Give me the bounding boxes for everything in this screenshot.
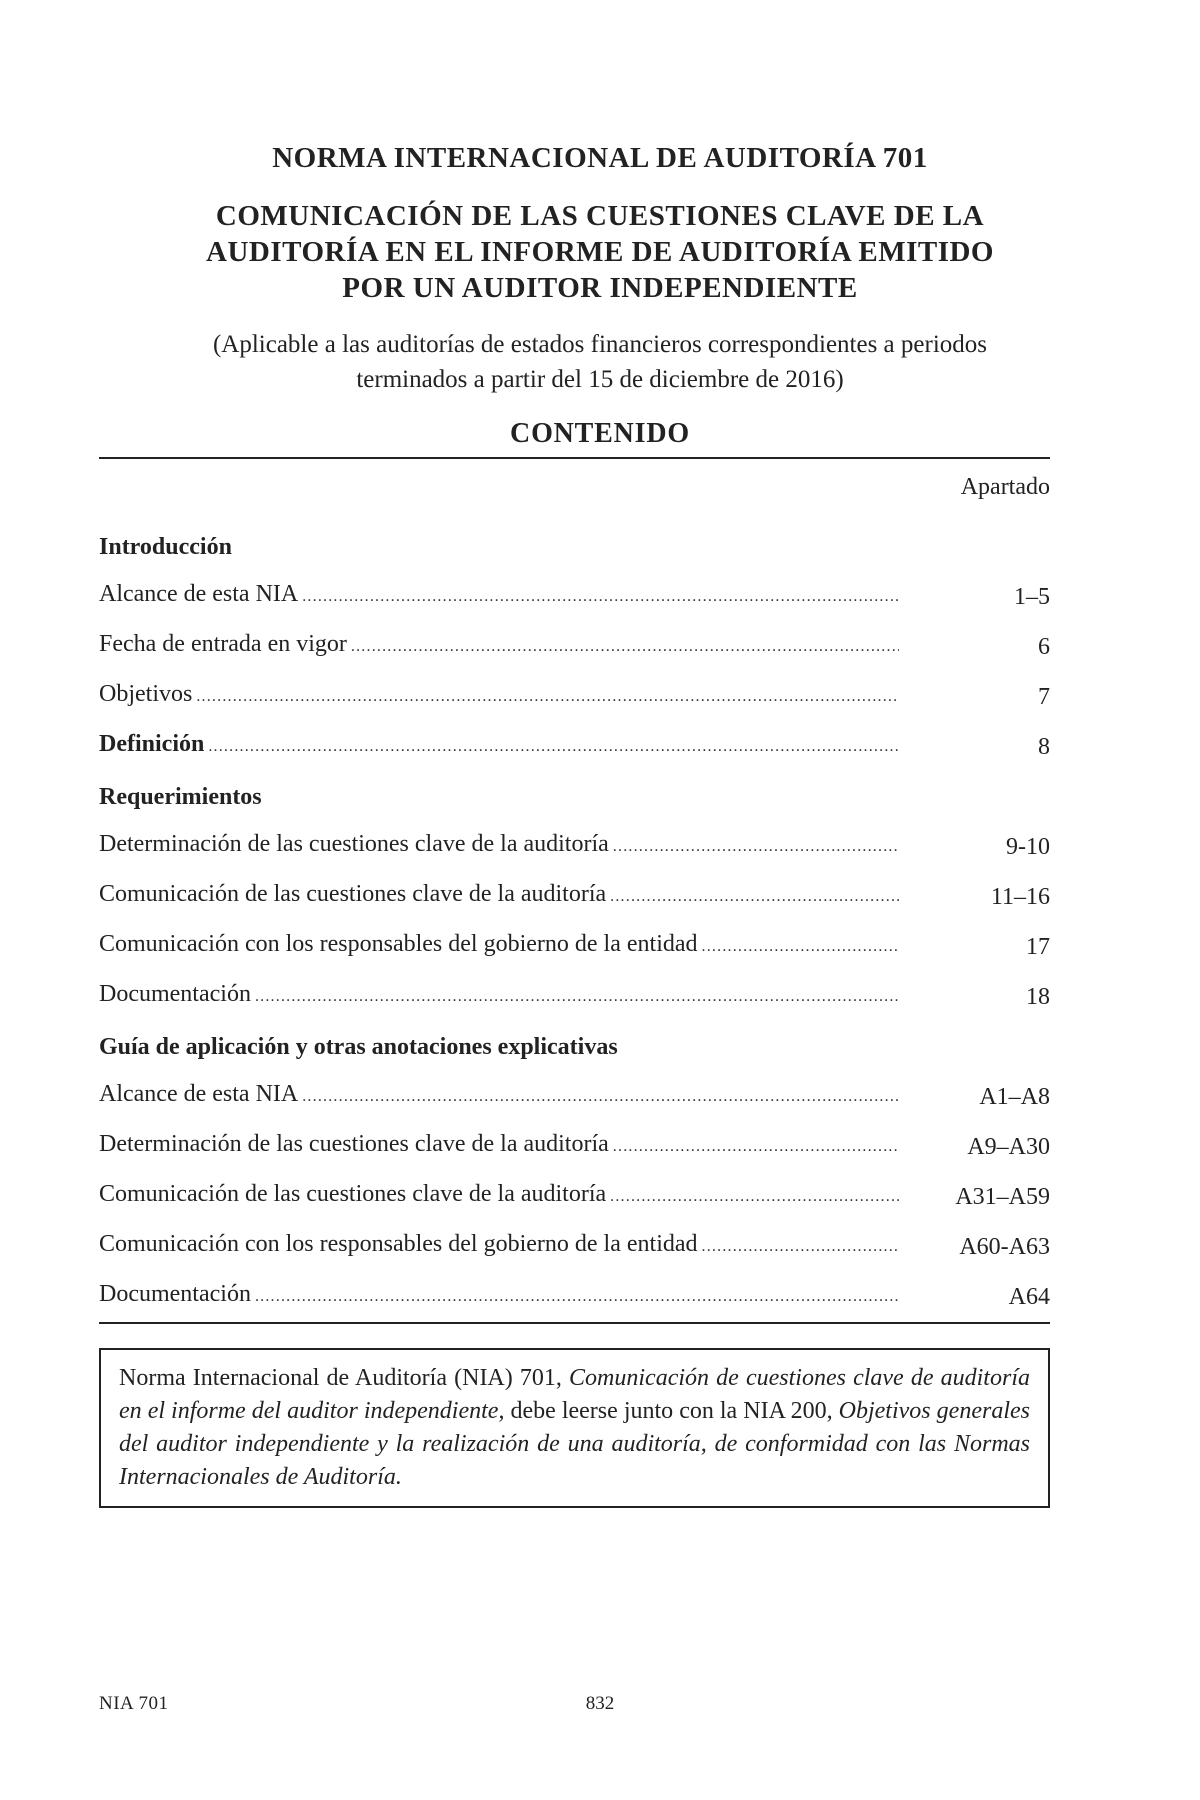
toc-paragraph-ref: 9-10 [1006,834,1050,860]
toc-dot-leader [613,832,899,862]
footer-standard-code: NIA 701 [99,1693,169,1714]
toc-entry[interactable] [99,1062,1050,1112]
toc-entry-label: Determinación de las cuestiones clave de la auditoría [99,831,609,857]
toc-entry[interactable] [99,1262,1050,1312]
toc-entry[interactable] [99,812,1050,862]
toc-entry-title [99,1179,899,1212]
toc-dot-leader [613,1132,899,1162]
toc-entry-title [99,1279,899,1312]
toc-entry-title [99,1129,899,1162]
toc-entry[interactable] [99,1162,1050,1212]
standard-title: NORMA INTERNACIONAL DE AUDITORÍA 701 [272,142,928,174]
applicability-note [0,327,1200,397]
toc-entry-title [99,879,899,912]
toc-entry[interactable] [99,862,1050,912]
toc-paragraph-ref: 11–16 [990,884,1050,910]
toc-dot-leader [302,582,899,612]
toc-entry[interactable] [99,562,1050,612]
note-title-italic: Objetivos generales del auditor independiente y la realización de una auditoría, de conformidad con las Normas Internacionales de Auditoría. [119,1398,1030,1490]
toc-paragraph-ref: A60-A63 [959,1234,1050,1260]
toc-entry[interactable] [99,712,1050,762]
toc-entry-title [99,1229,899,1262]
toc-dot-leader [208,732,899,762]
paragraph-column-label: Apartado [960,474,1050,500]
toc-entry-label: Definición [99,731,205,757]
toc-entry-label: Fecha de entrada en vigor [99,631,347,657]
toc-paragraph-ref: 8 [1038,734,1050,760]
reading-note-box [99,1348,1050,1508]
toc-entry-label: Alcance de esta NIA [99,581,299,607]
toc-entry-label: Comunicación de las cuestiones clave de la auditoría [99,881,607,907]
toc-paragraph-ref: 1–5 [1014,584,1050,610]
contents-top-rule [99,457,1050,459]
toc-dot-leader [610,1182,899,1212]
toc-entry-label: Comunicación de las cuestiones clave de la auditoría [99,1181,607,1207]
toc-dot-leader [302,1082,899,1112]
contents-bottom-rule [99,1322,1050,1324]
toc-entry[interactable] [99,662,1050,712]
toc-entry[interactable] [99,1112,1050,1162]
toc-entry[interactable] [99,1212,1050,1262]
toc-dot-leader [196,682,899,712]
toc-entry-title [99,679,899,712]
toc-paragraph-ref: A31–A59 [955,1184,1050,1210]
toc-entry[interactable] [99,912,1050,962]
toc-entry-label: Objetivos [99,681,193,707]
page-number: 832 [585,1693,615,1714]
toc-paragraph-ref: 7 [1038,684,1050,710]
subtitle-line: COMUNICACIÓN DE LAS CUESTIONES CLAVE DE LA [215,200,985,232]
toc-dot-leader [255,1282,899,1312]
table-of-contents [99,512,1050,1312]
toc-paragraph-ref: 17 [1026,934,1050,960]
toc-paragraph-ref: A64 [1008,1284,1050,1310]
toc-entry-title [99,829,899,862]
toc-section-heading: Guía de aplicación y otras anotaciones explicativas [99,1034,618,1060]
toc-dot-leader [702,1232,899,1262]
note-text: debe leerse junto con la NIA 200, [504,1398,839,1424]
toc-entry-label: Determinación de las cuestiones clave de la auditoría [99,1131,609,1157]
toc-entry-label: Documentación [99,1281,251,1307]
applicability-line: (Aplicable a las auditorías de estados financieros correspondientes a periodos [212,331,988,358]
toc-entry-title [99,629,899,662]
toc-paragraph-ref: 6 [1038,634,1050,660]
note-text: Norma Internacional de Auditoría (NIA) 701, [119,1365,570,1391]
toc-entry-label: Comunicación con los responsables del gobierno de la entidad [99,1231,698,1257]
toc-paragraph-ref: 18 [1026,984,1050,1010]
toc-entry-title [99,979,899,1012]
toc-entry[interactable] [99,962,1050,1012]
toc-entry-title [99,1079,899,1112]
subtitle-line: AUDITORÍA EN EL INFORME DE AUDITORÍA EMITIDO [206,236,994,268]
toc-paragraph-ref: A9–A30 [967,1134,1050,1160]
toc-dot-leader [351,632,899,662]
standard-subtitle [0,198,1200,306]
note-title-italic: Comunicación de cuestiones clave de auditoría en el informe del auditor independiente, [119,1365,1030,1424]
toc-dot-leader [702,932,899,962]
toc-entry-title [99,729,899,762]
toc-entry-title [99,929,899,962]
toc-entry-label: Documentación [99,981,251,1007]
toc-entry[interactable] [99,612,1050,662]
toc-section-heading: Requerimientos [99,784,262,810]
subtitle-line: POR UN AUDITOR INDEPENDIENTE [342,272,858,304]
toc-section-heading: Introducción [99,534,232,560]
toc-entry-label: Alcance de esta NIA [99,1081,299,1107]
toc-dot-leader [255,982,899,1012]
contents-heading: CONTENIDO [510,418,690,449]
toc-entry-label: Comunicación con los responsables del gobierno de la entidad [99,931,698,957]
toc-entry-title [99,579,899,612]
applicability-line: terminados a partir del 15 de diciembre de 2016) [356,366,844,393]
toc-dot-leader [610,882,899,912]
toc-paragraph-ref: A1–A8 [979,1084,1050,1110]
